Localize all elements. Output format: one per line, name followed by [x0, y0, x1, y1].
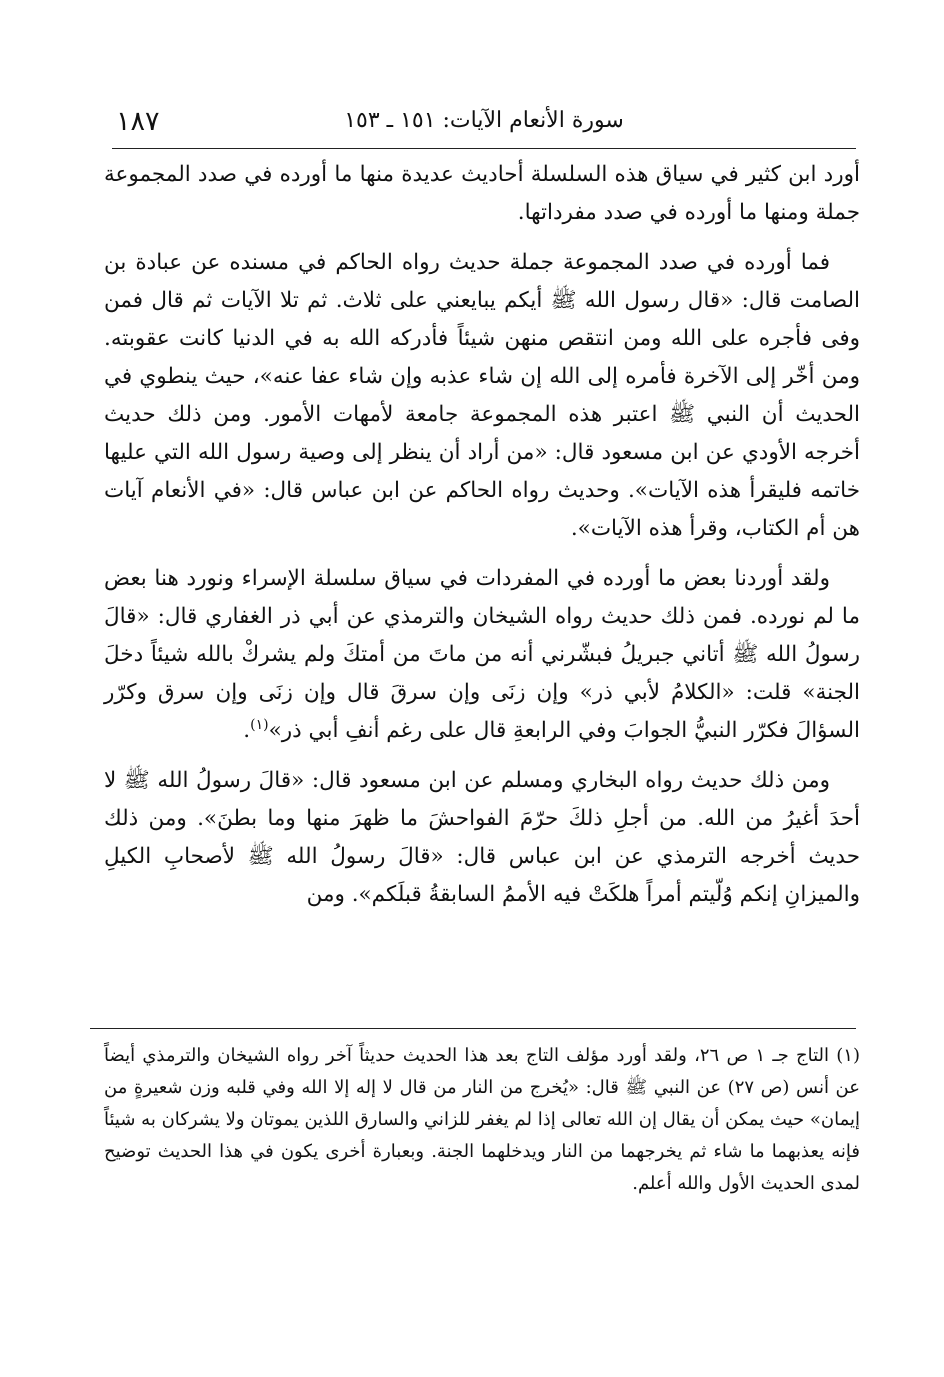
footnotes: [104, 1040, 860, 1200]
footnote-1: (١) التاج جـ ١ ص ٢٦، ولقد أورد مؤلف التاج بعد هذا الحديث حديثاً آخر رواه الشيخان والترمذي أيضاً عن أنس (ص ٢٧) عن النبي ﷺ قال: «يُخرج من النار من قال لا إله إلا الله وفي قلبه وزن شعيرةٍ من إيمان» حيث يمكن أن يقال إن الله تعالى إذا لم يغفر للزاني والسارق اللذين يموتان ولا يشركان به شيئاً فإنه يعذبهما ما شاء ثم يخرجهما من النار ويدخلهما الجنة. وبعبارة أخرى يكون في هذا الحديث توضيح لمدى الحديث الأول والله أعلم.: [104, 1045, 860, 1194]
page-header: [112, 100, 856, 149]
page-number: ١٨٧: [116, 106, 160, 137]
footnote-divider: [90, 1028, 856, 1029]
running-title: سورة الأنعام الآيات: ١٥١ ـ ١٥٣: [344, 108, 624, 133]
paragraph-3: [104, 560, 860, 750]
paragraph-1: أورد ابن كثير في سياق هذه السلسلة أحاديث عديدة منها ما أورده في صدد المجموعة جملة ومنها ما أورده في صدد مفرداتها.: [104, 162, 860, 225]
paragraph-2: فما أورده في صدد المجموعة جملة حديث رواه الحاكم في مسنده عن عبادة بن الصامت قال: «قال رسول الله ﷺ أيكم يبايعني على ثلاث. ثم تلا الآيات ثم قال فمن وفى فأجره على الله ومن انتقص منهن شيئاً فأدركه الله به في الدنيا كانت عقوبته. ومن أخّر إلى الآخرة فأمره إلى الله إن شاء عذبه وإن شاء عفا عنه»، حيث ينطوي في الحديث أن النبي ﷺ اعتبر هذه المجموعة جامعة لأمهات الأمور. ومن ذلك حديث أخرجه الأودي عن ابن مسعود قال: «من أراد أن ينظر إلى وصية رسول الله التي عليها خاتمه فليقرأ هذه الآيات». وحديث رواه الحاكم عن ابن عباس قال: «في الأنعام آيات هن أم الكتاب، وقرأ هذه الآيات».: [104, 250, 860, 541]
paragraph-4: ومن ذلك حديث رواه البخاري ومسلم عن ابن مسعود قال: «قالَ رسولُ الله ﷺ لا أحدَ أغيرُ من الله. من أجلِ ذلكَ حرّمَ الفواحشَ ما ظهرَ منها وما بطنَ». ومن ذلك حديث أخرجه الترمذي عن ابن عباس قال: «قالَ رسولُ الله ﷺ لأصحابِ الكيلِ والميزانِ إنكم وُلّيتم أمراً هلكَتْ فيه الأممُ السابقةُ قبلَكم». ومن: [104, 768, 860, 907]
body-text: [104, 156, 860, 926]
footnote-reference: (١): [250, 716, 269, 733]
paragraph-3-text: ولقد أوردنا بعض ما أورده في المفردات في سياق سلسلة الإسراء ونورد هنا بعض ما لم نورده. فمن ذلك حديث رواه الشيخان والترمذي عن أبي ذر الغفاري قال: «قالَ رسولُ الله ﷺ أتاني جبريلُ فبشّرني أنه من ماتَ من أمتكَ ولم يشركْ بالله شيئاً دخلَ الجنة» قلت: «الكلامُ لأبي ذر» وإن زنَى وإن سرقَ قال وإن زنَى وإن سرق وكرّر السؤالَ فكرّر النبيُّ الجوابَ وفي الرابعةِ قال على رغم أنفِ أبي ذر»: [104, 566, 860, 743]
paragraph-3-end: .: [243, 718, 251, 743]
